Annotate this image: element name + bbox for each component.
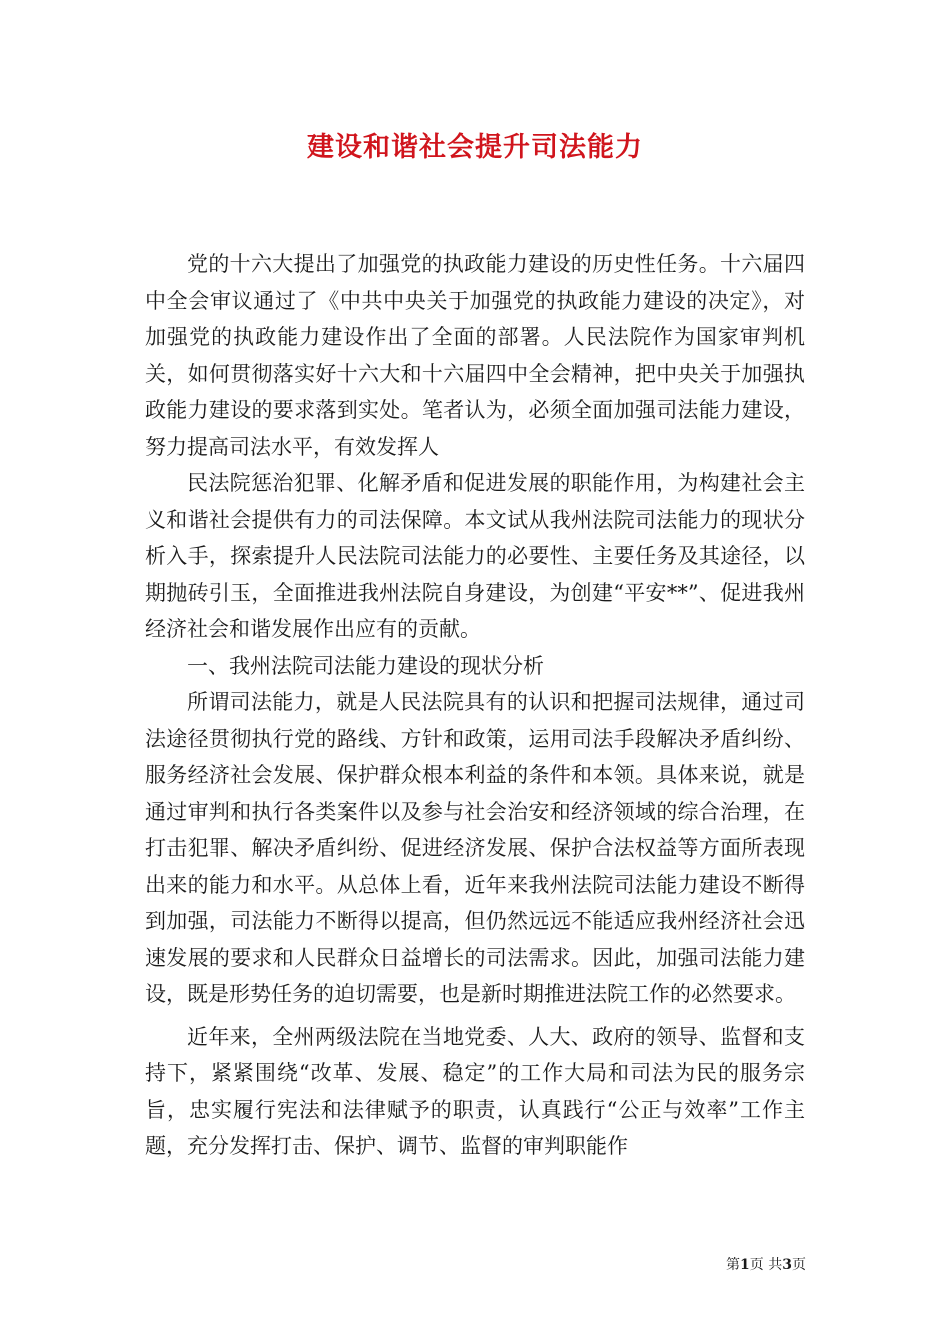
paragraph-purpose: 民法院惩治犯罪、化解矛盾和促进发展的职能作用，为构建社会主义和谐社会提供有力的司法保障。本文试从我州法院司法能力的现状分析入手，探索提升人民法院司法能力的必要性、主要任务及其途径，以期抛砖引玉，全面推进我州法院自身建设，为创建“平安**”、促进我州经济社会和谐发展作出应有的贡献。 — [145, 471, 805, 641]
paragraph-definition: 所谓司法能力，就是人民法院具有的认识和把握司法规律，通过司法途径贯彻执行党的路线、方针和政策，运用司法手段解决矛盾纠纷、服务经济社会发展、保护群众根本利益的条件和本领。具体来说，就是通过审判和执行各类案件以及参与社会治安和经济领域的综合治理，在打击犯罪、解决矛盾纠纷、促进经济发展、保护合法权益等方面所表现出来的能力和水平。从总体上看，近年来我州法院司法能力建设不断得到加强，司法能力不断得以提高，但仍然远远不能适应我州经济社会迅速发展的要求和人民群众日益增长的司法需求。因此，加强司法能力建设，既是形势任务的迫切需要，也是新时期推进法院工作的必然要求。 — [145, 690, 805, 1006]
footer-total: 3 — [782, 1257, 792, 1273]
footer-suffix: 页 — [792, 1257, 806, 1273]
page-number-footer — [726, 1255, 806, 1275]
footer-page-num: 1 — [740, 1257, 750, 1273]
document-title: 建设和谐社会提升司法能力 — [307, 132, 643, 163]
paragraph-intro: 党的十六大提出了加强党的执政能力建设的历史性任务。十六届四中全会审议通过了《中共中央关于加强党的执政能力建设的决定》，对加强党的执政能力建设作出了全面的部署。人民法院作为国家审判机关，如何贯彻落实好十六大和十六届四中全会精神，把中央关于加强执政能力建设的要求落到实处。笔者认为，必须全面加强司法能力建设，努力提高司法水平，有效发挥人 — [145, 252, 805, 459]
footer-prefix: 第 — [726, 1257, 741, 1273]
section-heading-1: 一、我州法院司法能力建设的现状分析 — [187, 653, 544, 678]
document-body — [145, 246, 805, 1165]
paragraph-recent-years: 近年来，全州两级法院在当地党委、人大、政府的领导、监督和支持下，紧紧围绕“改革、发展、稳定”的工作大局和司法为民的服务宗旨，忠实履行宪法和法律赋予的职责，认真践行“公正与效率”工作主题，充分发挥打击、保护、调节、监督的审判职能作 — [145, 1024, 805, 1158]
footer-middle: 页 共 — [749, 1257, 783, 1273]
